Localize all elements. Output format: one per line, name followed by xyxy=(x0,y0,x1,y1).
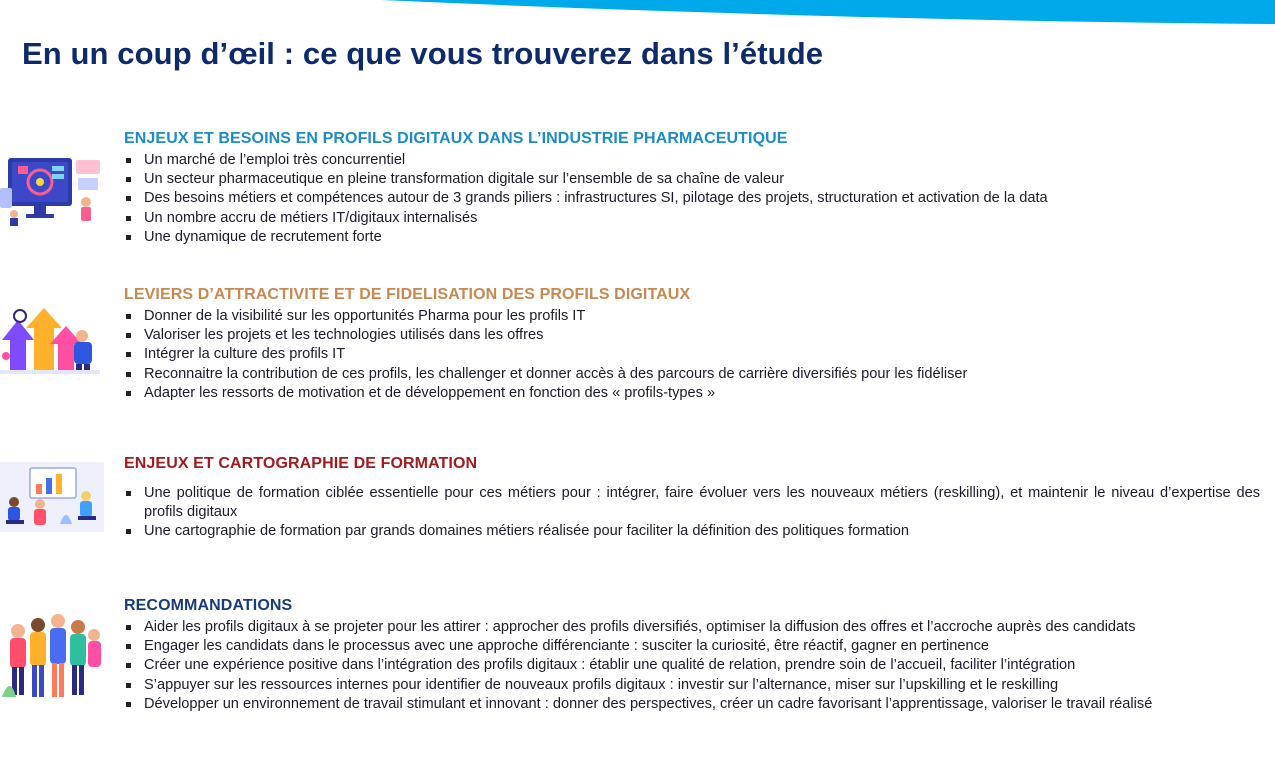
list-item: Une cartographie de formation par grands domaines métiers réalisée pour faciliter la définition des politiques formation xyxy=(124,522,1260,541)
list-item: Des besoins métiers et compétences autour de 3 grands piliers : infrastructures SI, pilotage des projets, structuration et activation de la data xyxy=(124,189,1260,208)
section-title: ENJEUX ET BESOINS EN PROFILS DIGITAUX DANS L’INDUSTRIE PHARMACEUTIQUE xyxy=(124,130,788,147)
team-people-illustration xyxy=(0,605,104,705)
list-item: Développer un environnement de travail stimulant et innovant : donner des perspectives, créer un cadre favorisant l’apprentissage, valoriser le travail réalisé xyxy=(124,695,1260,714)
top-accent-bar xyxy=(0,0,1275,30)
list-item: S’appuyer sur les ressources internes pour identifier de nouveaux profils digitaux : investir sur l’alternance, miser sur l’upskilling et le reskilling xyxy=(124,676,1260,695)
digital-monitoring-illustration xyxy=(0,152,104,226)
training-presentation-illustration xyxy=(0,462,104,532)
list-item: Une politique de formation ciblée essentielle pour ces métiers pour : intégrer, faire évoluer vers les nouveaux métiers (reskilling), et maintenir le niveau d’expertise des profils digitaux xyxy=(124,484,1260,522)
list-item: Un marché de l’emploi très concurrentiel xyxy=(124,151,1260,170)
list-item: Adapter les ressorts de motivation et de développement en fonction des « profils-types » xyxy=(124,384,1260,403)
list-item: Créer une expérience positive dans l’intégration des profils digitaux : établir une qualité de relation, prendre soin de l’accueil, faciliter l’intégration xyxy=(124,656,1260,675)
section-title: ENJEUX ET CARTOGRAPHIE DE FORMATION xyxy=(124,455,478,472)
bullet-list xyxy=(124,307,1260,403)
bullet-list xyxy=(124,618,1260,714)
bullet-list xyxy=(124,484,1260,542)
list-item: Engager les candidats dans le processus avec une approche différenciante : susciter la curiosité, être réactif, gagner en pertinence xyxy=(124,637,1260,656)
bullet-list xyxy=(124,151,1260,247)
list-item: Valoriser les projets et les technologies utilisés dans les offres xyxy=(124,326,1260,345)
list-item: Intégrer la culture des profils IT xyxy=(124,345,1260,364)
section-title: RECOMMANDATIONS xyxy=(124,597,293,614)
growth-arrows-illustration xyxy=(0,306,104,376)
list-item: Donner de la visibilité sur les opportunités Pharma pour les profils IT xyxy=(124,307,1260,326)
section-content xyxy=(124,130,1260,247)
section-title: LEVIERS D’ATTRACTIVITE ET DE FIDELISATION DES PROFILS DIGITAUX xyxy=(124,286,691,303)
list-item: Un nombre accru de métiers IT/digitaux internalisés xyxy=(124,209,1260,228)
list-item: Un secteur pharmaceutique en pleine transformation digitale sur l’ensemble de sa chaîne de valeur xyxy=(124,170,1260,189)
list-item: Aider les profils digitaux à se projeter pour les attirer : approcher des profils diversifiés, optimiser la diffusion des offres et l’accroche auprès des candidats xyxy=(124,618,1260,637)
list-item: Une dynamique de recrutement forte xyxy=(124,228,1260,247)
list-item: Reconnaitre la contribution de ces profils, les challenger et donner accès à des parcours de carrière diversifiés pour les fidéliser xyxy=(124,365,1260,384)
section-content xyxy=(124,455,1260,542)
page-title: En un coup d’œil : ce que vous trouverez dans l’étude xyxy=(22,36,824,71)
section-content xyxy=(124,597,1260,714)
section-content xyxy=(124,286,1260,403)
